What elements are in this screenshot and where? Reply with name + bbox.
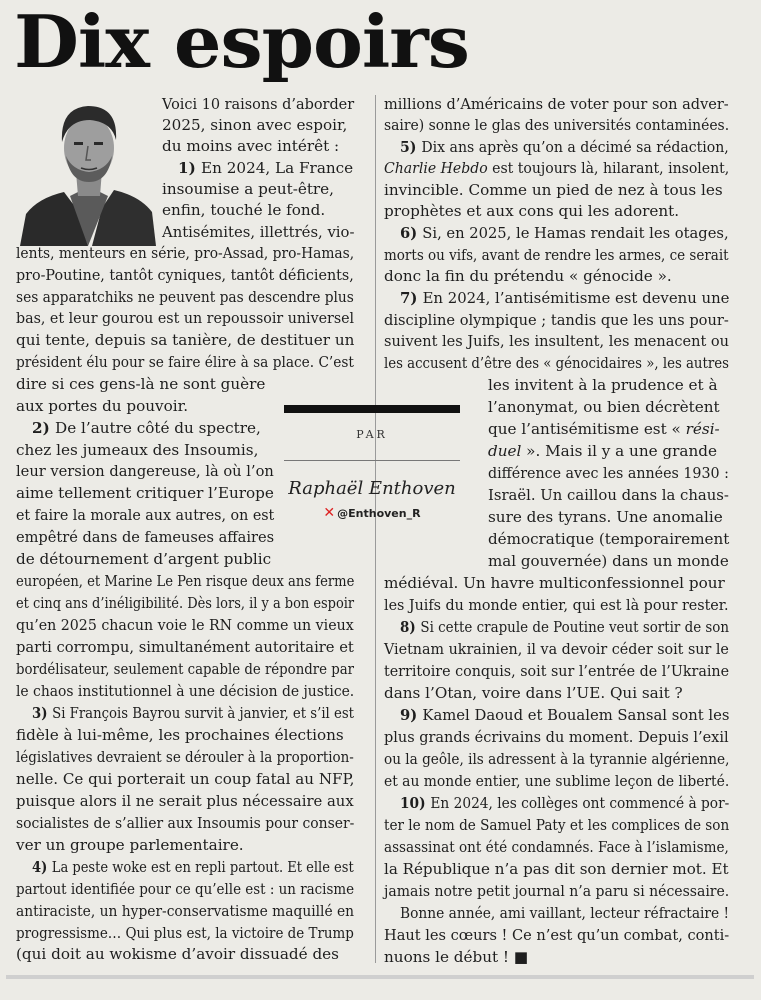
text-line bbox=[384, 160, 729, 177]
bottom-rule bbox=[6, 975, 754, 979]
text-segment: En 2024, La France bbox=[201, 159, 354, 177]
text-segment: législatives devraient se dérouler à la proportion- bbox=[16, 748, 354, 766]
text-line bbox=[400, 290, 729, 307]
text-segment: jamais notre petit journal n’a paru si nécessaire. bbox=[384, 882, 730, 900]
text-line bbox=[384, 685, 729, 702]
text-line bbox=[162, 224, 354, 241]
text-segment: 7) bbox=[400, 289, 423, 307]
text-line bbox=[178, 160, 354, 177]
text-line bbox=[16, 507, 274, 524]
text-segment: et faire la morale aux autres, on est bbox=[16, 506, 275, 524]
column-divider bbox=[375, 95, 376, 963]
text-segment: médiéval. Un havre multiconfessionnel pour bbox=[384, 574, 725, 592]
text-line bbox=[16, 837, 354, 854]
text-segment: ter le nom de Samuel Paty et les complices de son bbox=[384, 816, 730, 834]
text-line bbox=[384, 203, 729, 220]
text-segment: 8) bbox=[400, 618, 421, 636]
text-segment: Antisémites, illettrés, vio- bbox=[162, 223, 355, 241]
text-line bbox=[384, 333, 729, 350]
text-segment: morts ou vifs, avant de rendre les armes, ce serait bbox=[384, 246, 729, 264]
text-segment: En 2024, les collèges ont commencé à por- bbox=[430, 794, 730, 812]
text-segment: discipline olympique ; tandis que les uns pour- bbox=[384, 311, 729, 329]
text-line bbox=[400, 795, 729, 812]
text-segment: suivent les Juifs, les insultent, les menacent ou bbox=[384, 332, 729, 350]
text-line bbox=[16, 485, 274, 502]
text-segment: qu’en 2025 chacun voie le RN comme un vieux bbox=[16, 616, 354, 634]
text-segment: bas, et leur gourou est un repoussoir universel bbox=[16, 309, 355, 327]
text-segment: 3) bbox=[32, 704, 53, 722]
text-segment: les accusent d’être des « génocidaires », les autres bbox=[384, 354, 729, 372]
byline-bar bbox=[284, 405, 460, 413]
text-segment: les Juifs du monde entier, qui est là pour rester. bbox=[384, 596, 729, 614]
text-segment: Si, en 2025, le Hamas rendait les otages, bbox=[422, 224, 729, 242]
text-line bbox=[384, 839, 729, 856]
text-line bbox=[488, 377, 729, 394]
text-line bbox=[488, 443, 729, 460]
text-line bbox=[16, 573, 354, 590]
text-segment: Charlie Hebdo bbox=[384, 159, 488, 177]
text-segment: aime tellement critiquer l’Europe bbox=[16, 484, 274, 502]
text-segment: Si François Bayrou survit à janvier, et s’il est bbox=[52, 704, 354, 722]
text-segment: mal gouvernée) dans un monde bbox=[488, 552, 729, 570]
author-portrait bbox=[16, 86, 160, 246]
text-line bbox=[384, 883, 729, 900]
text-line bbox=[16, 245, 354, 262]
byline-rule bbox=[284, 460, 460, 461]
text-segment: leur version dangereuse, là où l’on bbox=[16, 462, 274, 480]
text-line bbox=[400, 905, 729, 922]
text-line bbox=[16, 289, 354, 306]
byline-par: PAR bbox=[356, 428, 388, 441]
text-segment: empêtré dans de fameuses affaires bbox=[16, 528, 275, 546]
text-line bbox=[16, 793, 354, 810]
text-segment: La peste woke est en repli partout. Et elle est bbox=[51, 858, 354, 876]
text-line bbox=[162, 202, 354, 219]
text-segment: duel bbox=[488, 442, 522, 460]
text-segment: parti corrompu, simultanément autoritaire et bbox=[16, 638, 354, 656]
text-line bbox=[400, 139, 729, 156]
text-segment: que l’antisémitisme est « bbox=[488, 420, 686, 438]
text-segment: 2) bbox=[32, 419, 56, 437]
text-segment: Dix ans après qu’on a décimé sa rédaction, bbox=[421, 138, 729, 156]
text-segment: aux portes du pouvoir. bbox=[16, 397, 189, 415]
text-segment: pro-Poutine, tantôt cyniques, tantôt déficients, bbox=[16, 266, 354, 284]
text-line bbox=[162, 117, 354, 134]
text-segment: plus grands écrivains du moment. Depuis l’exil bbox=[384, 728, 729, 746]
text-line bbox=[16, 617, 354, 634]
text-line bbox=[384, 575, 729, 592]
text-segment: et cinq ans d’inéligibilité. Dès lors, il y a bon espoir bbox=[16, 594, 355, 612]
text-line bbox=[162, 96, 354, 113]
text-line bbox=[32, 859, 354, 876]
text-line bbox=[384, 663, 729, 680]
text-line bbox=[384, 96, 729, 113]
text-line bbox=[384, 117, 729, 134]
text-line bbox=[384, 355, 729, 372]
text-line bbox=[384, 641, 729, 658]
text-line bbox=[16, 639, 354, 656]
text-segment: (qui doit au wokisme d’avoir dissuadé des bbox=[16, 945, 339, 963]
text-segment: de détournement d’argent public bbox=[16, 550, 272, 568]
text-line bbox=[16, 529, 274, 546]
text-line bbox=[16, 727, 354, 744]
text-segment: De l’autre côté du spectre, bbox=[55, 419, 261, 437]
text-line bbox=[384, 817, 729, 834]
text-line bbox=[16, 771, 354, 788]
text-line bbox=[488, 399, 729, 416]
text-line bbox=[400, 707, 729, 724]
text-line bbox=[16, 267, 354, 284]
text-line bbox=[32, 420, 274, 437]
text-segment: 10) bbox=[400, 794, 431, 812]
text-line bbox=[384, 773, 729, 790]
text-segment: Haut les cœurs ! Ce n’est qu’un combat, conti- bbox=[384, 926, 730, 944]
text-line bbox=[16, 595, 354, 612]
text-line bbox=[16, 398, 274, 415]
text-segment: ». Mais il y a une grande bbox=[521, 442, 717, 460]
text-line bbox=[488, 509, 729, 526]
text-line bbox=[16, 551, 274, 568]
text-line bbox=[488, 487, 729, 504]
text-line bbox=[16, 946, 354, 963]
text-segment: En 2024, l’antisémitisme est devenu une bbox=[422, 289, 730, 307]
text-segment: Israël. Un caillou dans la chaus- bbox=[488, 486, 729, 504]
text-line bbox=[384, 312, 729, 329]
text-segment: 4) bbox=[32, 858, 52, 876]
text-segment: ses apparatchiks ne peuvent pas descendre plus bbox=[16, 288, 354, 306]
byline-handle[interactable]: @Enthoven_R bbox=[337, 507, 421, 520]
text-segment: 1) bbox=[178, 159, 202, 177]
text-segment: puisque alors il ne serait plus nécessaire aux bbox=[16, 792, 354, 810]
text-segment: rési- bbox=[685, 420, 720, 438]
byline-author: Raphaël Enthoven bbox=[288, 478, 456, 499]
text-segment: partout identifiée pour ce qu’elle est : un racisme bbox=[16, 880, 355, 898]
text-line bbox=[488, 421, 729, 438]
text-segment: européen, et Marine Le Pen risque deux ans ferme bbox=[16, 572, 355, 590]
text-line bbox=[488, 465, 729, 482]
text-line bbox=[16, 332, 354, 349]
text-segment: dans l’Otan, voire dans l’UE. Qui sait ? bbox=[384, 684, 683, 702]
text-segment: enfin, touché le fond. bbox=[162, 201, 326, 219]
text-line bbox=[16, 925, 354, 942]
text-segment: Si cette crapule de Poutine veut sortir de son bbox=[420, 618, 730, 636]
text-line bbox=[32, 705, 354, 722]
text-segment: Vietnam ukrainien, il va devoir céder soit sur le bbox=[384, 640, 729, 658]
text-segment: la République n’a pas dit son dernier mot. Et bbox=[384, 860, 729, 878]
text-line bbox=[16, 903, 354, 920]
text-segment: progressisme… Qui plus est, la victoire de Trump bbox=[16, 924, 354, 942]
text-segment: du moins avec intérêt : bbox=[162, 137, 340, 155]
text-segment: assassinat ont été condamnés. Face à l’islamisme, bbox=[384, 838, 729, 856]
text-line bbox=[384, 268, 729, 285]
byline-handle-row[interactable] bbox=[284, 505, 460, 521]
text-line bbox=[16, 661, 354, 678]
text-segment: nuons le début ! ■ bbox=[384, 948, 529, 966]
text-segment: Voici 10 raisons d’aborder bbox=[162, 95, 355, 113]
text-line bbox=[384, 751, 729, 768]
text-segment: Bonne année, ami vaillant, lecteur réfractaire ! bbox=[400, 904, 730, 922]
text-line bbox=[16, 683, 354, 700]
text-segment: 6) bbox=[400, 224, 423, 242]
text-segment: socialistes de s’allier aux Insoumis pour conser- bbox=[16, 814, 355, 832]
text-segment: sure des tyrans. Une anomalie bbox=[488, 508, 723, 526]
text-line bbox=[16, 376, 274, 393]
author-portrait-drawing bbox=[16, 86, 160, 246]
text-segment: bordélisateur, seulement capable de répondre par bbox=[16, 660, 355, 678]
text-segment: lents, menteurs en série, pro-Assad, pro-Hamas, bbox=[16, 244, 355, 262]
text-segment: l’anonymat, ou bien décrètent bbox=[488, 398, 720, 416]
text-segment: ver un groupe parlementaire. bbox=[16, 836, 244, 854]
text-segment: nelle. Ce qui porterait un coup fatal au NFP, bbox=[16, 770, 355, 788]
text-segment: 2025, sinon avec espoir, bbox=[162, 116, 348, 134]
text-line bbox=[384, 949, 729, 966]
text-line bbox=[384, 729, 729, 746]
text-segment: démocratique (temporairement bbox=[488, 530, 730, 548]
text-segment: les invitent à la prudence et à bbox=[488, 376, 718, 394]
text-line bbox=[16, 354, 354, 371]
text-segment: 5) bbox=[400, 138, 422, 156]
text-segment: le chaos institutionnel à une décision de justice. bbox=[16, 682, 355, 700]
text-line bbox=[384, 247, 729, 264]
text-segment: invincible. Comme un pied de nez à tous les bbox=[384, 181, 723, 199]
text-segment: dire si ces gens-là ne sont guère bbox=[16, 375, 266, 393]
text-line bbox=[384, 182, 729, 199]
text-segment: chez les jumeaux des Insoumis, bbox=[16, 441, 259, 459]
text-segment: différence avec les années 1930 : bbox=[488, 464, 729, 482]
text-segment: territoire conquis, soit sur l’entrée de l’Ukraine bbox=[384, 662, 730, 680]
text-line bbox=[16, 442, 274, 459]
text-line bbox=[16, 463, 274, 480]
text-segment: qui tente, depuis sa tanière, de destituer un bbox=[16, 331, 355, 349]
text-segment: donc la fin du prétendu « génocide ». bbox=[384, 267, 672, 285]
text-line bbox=[162, 138, 354, 155]
text-line bbox=[400, 225, 729, 242]
text-segment: ou la geôle, ils adressent à la tyrannie algérienne, bbox=[384, 750, 730, 768]
text-segment: fidèle à lui-même, les prochaines élections bbox=[16, 726, 344, 744]
text-line bbox=[16, 310, 354, 327]
article-title: Dix espoirs bbox=[14, 0, 469, 84]
text-segment: président élu pour se faire élire à sa place. C’est bbox=[16, 353, 354, 371]
text-segment: est toujours là, hilarant, insolent, bbox=[487, 159, 730, 177]
text-segment: saire) sonne le glas des universités contaminées. bbox=[384, 116, 730, 134]
text-line bbox=[384, 861, 729, 878]
text-line bbox=[488, 553, 729, 570]
text-segment: insoumise a peut-être, bbox=[162, 180, 335, 198]
text-segment: 9) bbox=[400, 706, 423, 724]
text-line bbox=[400, 619, 729, 636]
text-line bbox=[16, 749, 354, 766]
text-segment: Kamel Daoud et Boualem Sansal sont les bbox=[422, 706, 730, 724]
text-line bbox=[384, 927, 729, 944]
text-line bbox=[16, 815, 354, 832]
x-logo-icon: ✕ bbox=[323, 505, 336, 521]
text-segment: et au monde entier, une sublime leçon de liberté. bbox=[384, 772, 730, 790]
text-segment: prophètes et aux cons qui les adorent. bbox=[384, 202, 680, 220]
text-line bbox=[16, 881, 354, 898]
text-segment: millions d’Américains de voter pour son adver- bbox=[384, 95, 729, 113]
text-line bbox=[162, 181, 354, 198]
text-line bbox=[384, 597, 729, 614]
text-segment: antiraciste, un hyper-conservatisme maquillé en bbox=[16, 902, 355, 920]
text-line bbox=[488, 531, 729, 548]
